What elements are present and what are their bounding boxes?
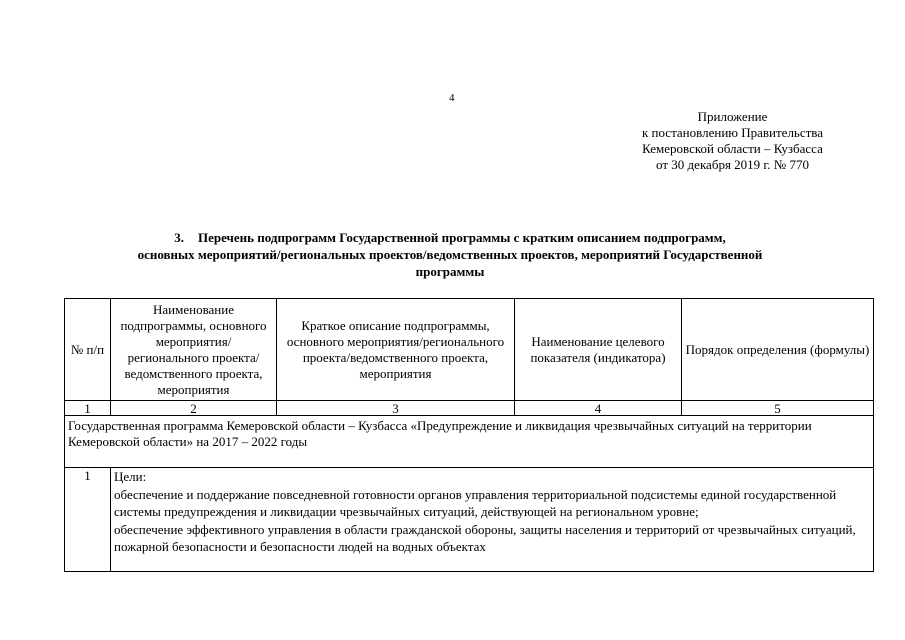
appendix-line-1: Приложение [697,109,768,124]
appendix-line-4: от 30 декабря 2019 г. № 770 [656,157,809,172]
page-number: 4 [449,92,455,104]
column-index-row [65,401,874,416]
header-cell-description: Краткое описание подпрограммы, основного мероприятия/регионального проекта/ведомственного проекта, мероприятия [277,299,515,401]
header-cell-indicator: Наименование целевого показателя (индикатора) [515,299,682,401]
goal-item: обеспечение эффективного управления в области гражданской обороны, защиты населения и территорий от чрезвычайных ситуаций, пожарной безопасности и безопасности людей на водных объектах [114,521,856,554]
appendix-note [600,109,865,173]
column-index: 5 [682,401,874,416]
goals-cell [111,468,874,572]
program-title-row [65,416,874,468]
column-index: 4 [515,401,682,416]
heading-line-2: основных мероприятий/региональных проектов/ведомственных проектов, мероприятий Государственной [137,247,763,262]
appendix-line-3: Кемеровской области – Кузбасса [642,141,823,156]
table-row [65,468,874,572]
table-header-row [65,299,874,401]
header-cell-number: № п/п [65,299,111,401]
goals-label: Цели: [114,469,147,484]
heading-line-1: Перечень подпрограмм Государственной программы с кратким описанием подпрограмм, [197,230,726,245]
section-number: 3. [174,230,184,245]
goal-item: обеспечение и поддержание повседневной готовности органов управления территориальной подсистемы единой государственной системы предупреждения и ликвидации чрезвычайных ситуаций, действующей на региональном уровне; [114,486,837,519]
header-cell-formula: Порядок определения (формулы) [682,299,874,401]
appendix-line-2: к постановлению Правительства [641,125,824,140]
column-index: 1 [65,401,111,416]
column-index: 2 [111,401,277,416]
section-heading [70,229,830,280]
subprograms-table [64,298,874,572]
row-number: 1 [65,468,111,572]
heading-line-3: программы [415,264,485,279]
program-title: Государственная программа Кемеровской области – Кузбасса «Предупреждение и ликвидация чрезвычайных ситуаций на территории Кемеровской области» на 2017 – 2022 годы [65,416,874,468]
column-index: 3 [277,401,515,416]
header-cell-name: Наименование подпрограммы, основного мероприятия/ регионального проекта/ведомственного проекта, мероприятия [111,299,277,401]
